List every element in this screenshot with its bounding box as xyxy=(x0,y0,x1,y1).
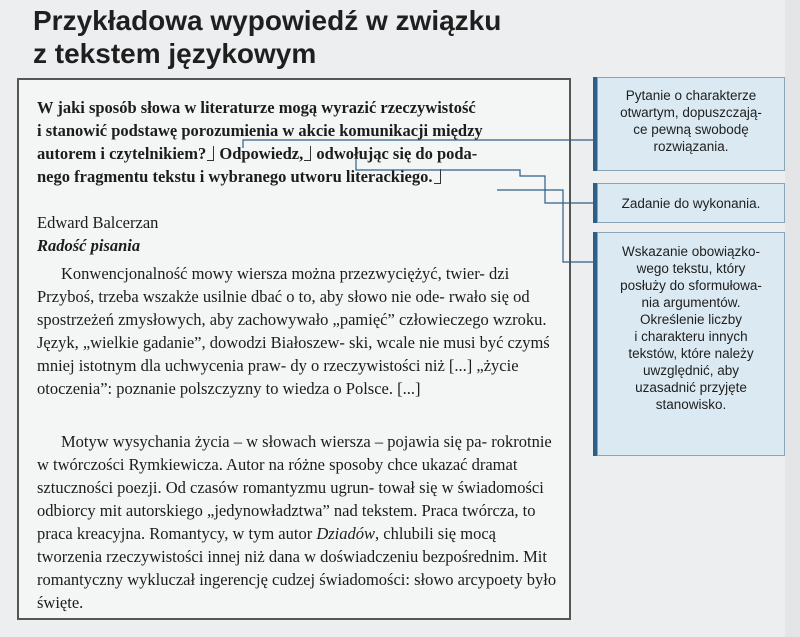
annotation-line: Zadanie do wykonania. xyxy=(621,196,761,211)
annotation-line: Pytanie o charakterze xyxy=(625,88,757,103)
annotation-task xyxy=(597,183,785,223)
question-line-text: nego fragmentu tekstu i wybranego utworu literackiego. xyxy=(37,167,433,186)
page-edge-shadow xyxy=(785,0,800,637)
excerpt-line: Konwencjonalność mowy wiersza można przezwyciężyć, twier- xyxy=(61,264,485,283)
source-author: Edward Balcerzan xyxy=(37,213,159,232)
excerpt-text xyxy=(37,430,557,614)
annotation-line: stanowisko. xyxy=(655,397,727,412)
excerpt-line: rokrotnie w twórczości Rymkiewicza. Autor na różne sposoby chce xyxy=(37,432,552,474)
question-line xyxy=(37,142,557,165)
excerpt-line: Motyw wysychania życia – w słowach wiersza – pojawia się pa- xyxy=(61,432,488,451)
excerpt-line: ukazać dramat sztuczności poezji. Od czasów romantyzmu ugrun- xyxy=(37,455,518,497)
excerpt-line: dy o rzeczywistości niż [...] „życie otoczenia”: poznanie polszczyzny xyxy=(37,356,519,398)
page-title-line-2: z tekstem językowym xyxy=(33,38,317,69)
question-part-open: autorem i czytelnikiem? xyxy=(37,144,207,163)
annotation-line: posłuży do sformułowa- xyxy=(620,278,762,293)
excerpt-line: ski, wcale nie musi być czymś mniej istotnym dla uchwycenia praw- xyxy=(37,333,550,375)
annotation-line: Określenie liczby xyxy=(639,312,743,327)
annotation-line: uwzględnić, aby xyxy=(642,363,740,378)
annotation-line: nia argumentów. xyxy=(641,295,741,310)
annotation-line: rozwiązania. xyxy=(653,139,729,154)
question-part-task: Odpowiedz, xyxy=(219,144,304,163)
bracket-mark-icon xyxy=(207,146,214,161)
excerpt-text xyxy=(37,262,557,400)
excerpt-italic-title: Dziadów xyxy=(316,524,376,543)
excerpt-line: rwało się od spostrzeżeń zmysłowych, aby zachowywało „pamięć” xyxy=(37,287,530,329)
annotation-line: otwartym, dopuszczają- xyxy=(620,105,762,120)
annotation-line: Wskazanie obowiązko- xyxy=(621,244,761,259)
annotation-line: uzasadnić przyjęte xyxy=(635,380,747,395)
excerpt-line: tował się w świadomości odbiorcy mit autorskiego „jedynowładztwa” xyxy=(37,478,544,520)
excerpt-line: dana w doświadczeniu bezpośrednim. Mit romantyczny wykluczał xyxy=(37,547,547,589)
annotation-paragraph xyxy=(608,311,774,413)
annotation-paragraph xyxy=(608,243,774,311)
annotation-line: tekstów, które należy xyxy=(628,346,754,361)
excerpt-line: , chlubili się mocą tworzenia rzeczywistości innej niż xyxy=(37,524,496,566)
exam-question xyxy=(37,96,557,188)
excerpt-line: to wiedza o Polsce. [...] xyxy=(265,379,421,398)
excerpt-line: człowieczego wzroku. Język, „wielkie gadanie”, dowodzi Białoszew- xyxy=(37,310,547,352)
question-part-reference: odwołując się do poda- xyxy=(316,144,478,163)
bracket-mark-icon xyxy=(434,169,441,184)
annotation-line: ce pewną swobodę xyxy=(633,122,749,137)
excerpt-line: nad tekstem. Praca twórcza, to praca kreacyjna. Romantycy, w tym xyxy=(37,501,536,543)
question-line xyxy=(37,165,557,188)
bracket-mark-icon xyxy=(304,146,311,161)
annotation-open-question xyxy=(597,77,785,171)
page-title xyxy=(33,4,593,70)
annotation-line: i charakteru innych xyxy=(634,329,748,344)
excerpt-line: dzi Przyboś, trzeba wszakże usilnie dbać o to, aby słowo nie ode- xyxy=(37,264,510,306)
annotation-texts xyxy=(597,232,785,456)
annotation-line: wego tekstu, który xyxy=(636,261,746,276)
excerpt-line: ingerencję cudzej świadomości: słowo arcypoety było święte. xyxy=(37,570,557,612)
excerpt-line: autor xyxy=(278,524,317,543)
question-line: W jaki sposób słowa w literaturze mogą wyrazić rzeczywistość xyxy=(37,98,476,117)
source-title: Radość pisania xyxy=(37,236,141,255)
page-title-line-1: Przykładowa wypowiedź w związku xyxy=(33,5,502,36)
excerpt-paragraph-2 xyxy=(37,430,557,614)
excerpt-paragraph-1 xyxy=(37,262,557,400)
question-line: i stanowić podstawę porozumienia w akcie komunikacji między xyxy=(37,121,483,140)
